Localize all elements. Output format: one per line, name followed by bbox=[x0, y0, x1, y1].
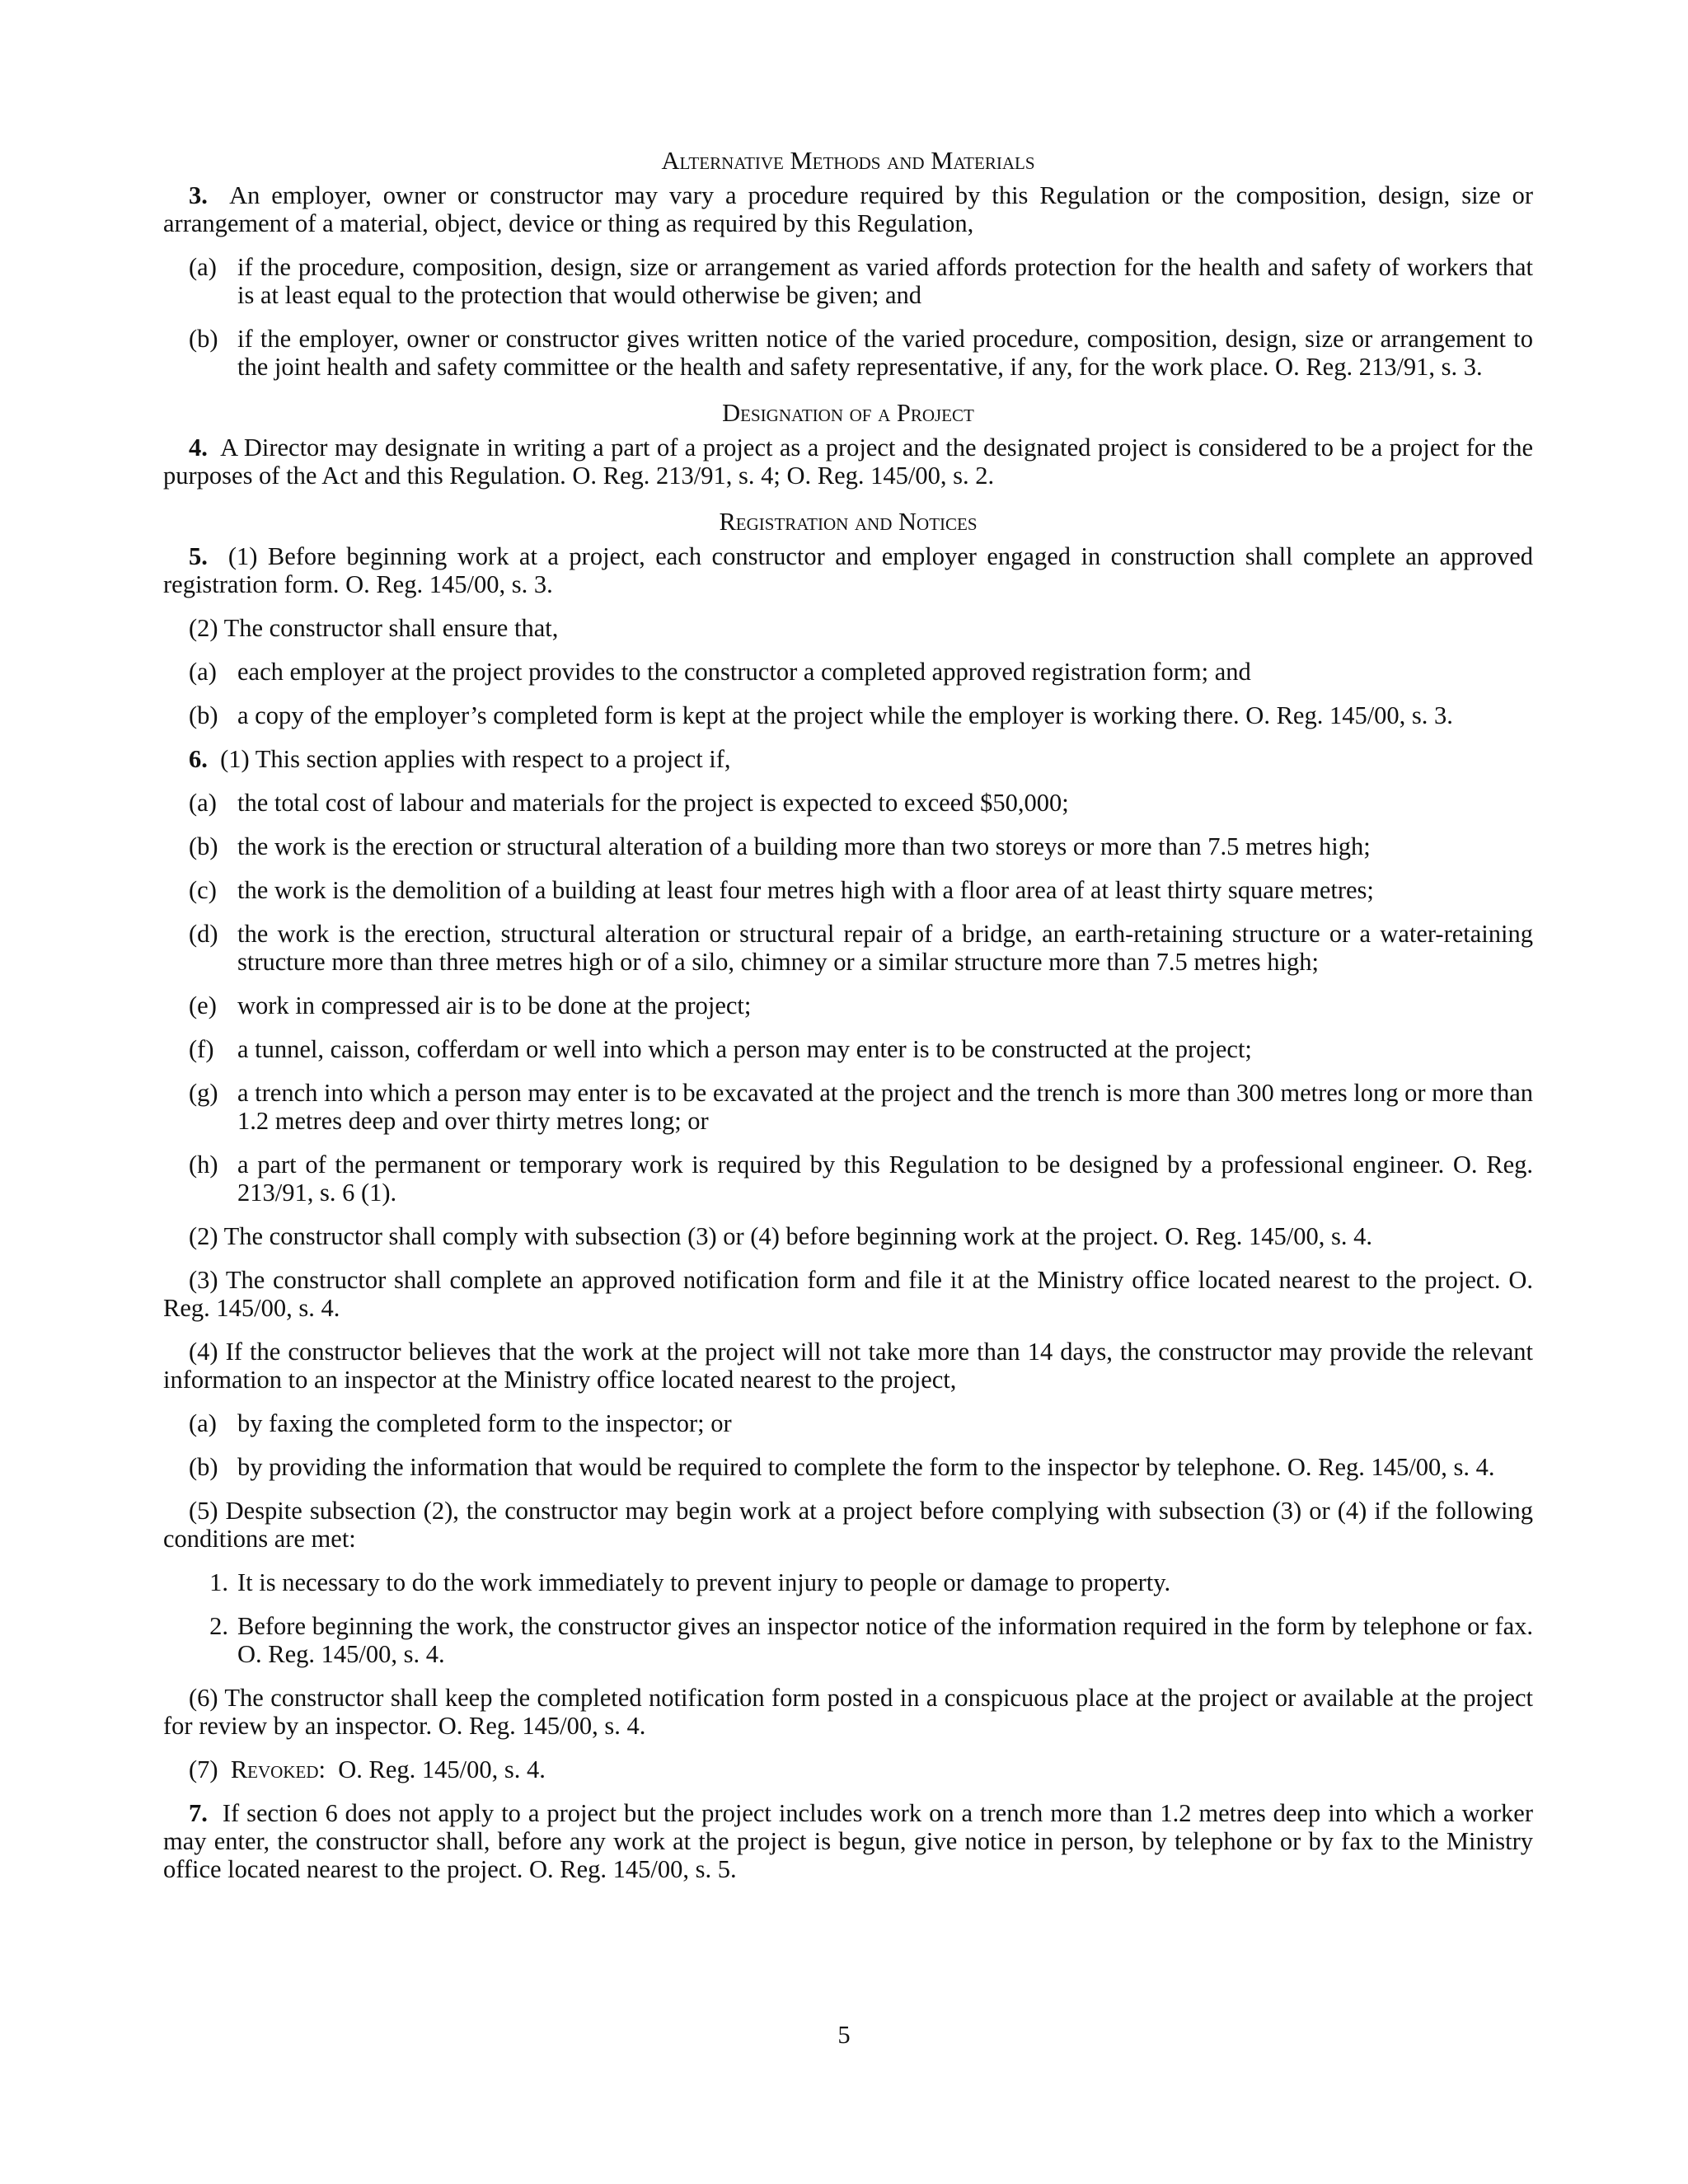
clause-text: the work is the erection, structural alteration or structural repair of a bridge, an earth-retaining structure or a water-retaining structure more than three metres high or of a silo, chimney or a similar structure more than 7.5 metres high; bbox=[237, 920, 1533, 976]
page-number: 5 bbox=[837, 2021, 851, 2049]
revoked-label: Revoked: bbox=[230, 1755, 326, 1783]
clause-label: (a) bbox=[189, 658, 217, 686]
clause-6g bbox=[163, 1079, 1533, 1135]
condition-1 bbox=[163, 1568, 1533, 1596]
section-text: (1) This section applies with respect to a project if, bbox=[220, 745, 731, 773]
section-3 bbox=[163, 181, 1533, 237]
section-6-1 bbox=[163, 745, 1533, 773]
condition-2 bbox=[163, 1612, 1533, 1668]
condition-text: Before beginning the work, the constructor gives an inspector notice of the information required in the form by telephone or fax. O. Reg. 145/00, s. 4. bbox=[237, 1612, 1533, 1668]
clause-text: a part of the permanent or temporary work is required by this Regulation to be designed by a professional engineer. O. Reg. 213/91, s. 6 (1). bbox=[237, 1151, 1533, 1207]
clause-label: (a) bbox=[189, 789, 217, 817]
section-6-7 bbox=[163, 1755, 1533, 1783]
clause-text: if the employer, owner or constructor gives written notice of the varied procedure, composition, design, size or arrangement to the joint health and safety committee or the health and safety representative, if any, for the work place. O. Reg. 213/91, s. 3. bbox=[237, 325, 1533, 381]
clause-label: (b) bbox=[189, 832, 218, 860]
clause-text: by providing the information that would be required to complete the form to the inspector by telephone. O. Reg. 145/00, s. 4. bbox=[237, 1453, 1495, 1481]
clause-6e bbox=[163, 991, 1533, 1019]
clause-text: by faxing the completed form to the inspector; or bbox=[237, 1409, 732, 1437]
clause-label: (a) bbox=[189, 253, 217, 281]
clause-label: (b) bbox=[189, 325, 218, 353]
clause-label: (g) bbox=[189, 1079, 218, 1107]
heading-registration: Registration and Notices bbox=[719, 508, 978, 536]
clause-6c bbox=[163, 876, 1533, 904]
section-6-2: (2) The constructor shall comply with subsection (3) or (4) before beginning work at the project. O. Reg. 145/00, s. 4. bbox=[189, 1222, 1373, 1250]
clause-text: a tunnel, caisson, cofferdam or well into which a person may enter is to be constructed at the project; bbox=[237, 1035, 1252, 1063]
clause-text: the work is the erection or structural alteration of a building more than two storeys or more than 7.5 metres high; bbox=[237, 832, 1371, 860]
clause-label: (a) bbox=[189, 1409, 217, 1437]
section-number: 7. bbox=[189, 1799, 208, 1827]
section-number: 6. bbox=[189, 745, 208, 773]
condition-text: It is necessary to do the work immediately to prevent injury to people or damage to property. bbox=[237, 1568, 1171, 1596]
section-6-4: (4) If the constructor believes that the work at the project will not take more than 14 days, the constructor may provide the relevant information to an inspector at the Ministry office located nearest to the project, bbox=[163, 1338, 1533, 1394]
clause-6-4a bbox=[163, 1409, 1533, 1437]
clause-text: if the procedure, composition, design, size or arrangement as varied affords protection for the health and safety of workers that is at least equal to the protection that would otherwise be given; and bbox=[237, 253, 1533, 309]
section-6-5: (5) Despite subsection (2), the constructor may begin work at a project before complying with subsection (3) or (4) if the following conditions are met: bbox=[163, 1497, 1533, 1553]
section-number: 5. bbox=[189, 542, 208, 570]
section-4 bbox=[163, 434, 1533, 490]
heading-alternative-methods: Alternative Methods and Materials bbox=[661, 147, 1035, 175]
section-text: (1) Before beginning work at a project, each constructor and employer engaged in construction shall complete an approved registration form. O. Reg. 145/00, s. 3. bbox=[163, 542, 1533, 598]
subsection-label: (7) bbox=[189, 1755, 218, 1783]
clause-6f bbox=[163, 1035, 1533, 1063]
clause-6-4b bbox=[163, 1453, 1533, 1481]
section-number: 4. bbox=[189, 434, 208, 462]
clause-3a bbox=[163, 253, 1533, 309]
clause-label: (d) bbox=[189, 920, 218, 948]
clause-text: a copy of the employer’s completed form is kept at the project while the employer is working there. O. Reg. 145/00, s. 3. bbox=[237, 701, 1453, 729]
clause-3b bbox=[163, 325, 1533, 381]
section-7 bbox=[163, 1799, 1533, 1883]
section-6-3: (3) The constructor shall complete an approved notification form and file it at the Ministry office located nearest to the project. O. Reg. 145/00, s. 4. bbox=[163, 1266, 1533, 1322]
clause-text: the total cost of labour and materials for the project is expected to exceed $50,000; bbox=[237, 789, 1069, 817]
section-text: A Director may designate in writing a part of a project as a project and the designated project is considered to be a project for the purposes of the Act and this Regulation. O. Reg. 213/91, s. 4; O. Reg. 145/00, s. 2. bbox=[163, 434, 1533, 490]
clause-label: (h) bbox=[189, 1151, 218, 1179]
clause-label: (f) bbox=[189, 1035, 214, 1063]
clause-text: work in compressed air is to be done at the project; bbox=[237, 991, 752, 1019]
clause-6b bbox=[163, 832, 1533, 860]
heading-designation: Designation of a Project bbox=[722, 399, 974, 427]
clause-text: each employer at the project provides to the constructor a completed approved registration form; and bbox=[237, 658, 1251, 686]
document-page bbox=[163, 147, 1533, 1883]
section-5-2: (2) The constructor shall ensure that, bbox=[189, 614, 559, 642]
clause-5b bbox=[163, 701, 1533, 729]
clause-6a bbox=[163, 789, 1533, 817]
clause-label: (b) bbox=[189, 1453, 218, 1481]
revoked-citation: O. Reg. 145/00, s. 4. bbox=[338, 1755, 546, 1783]
section-5-1 bbox=[163, 542, 1533, 598]
section-number: 3. bbox=[189, 181, 208, 209]
clause-text: the work is the demolition of a building at least four metres high with a floor area of at least thirty square metres; bbox=[237, 876, 1374, 904]
condition-label: 2. bbox=[209, 1612, 228, 1640]
clause-label: (b) bbox=[189, 701, 218, 729]
section-text: An employer, owner or constructor may vary a procedure required by this Regulation or the composition, design, size or arrangement of a material, object, device or thing as required by this Regulation, bbox=[163, 181, 1533, 237]
section-text: If section 6 does not apply to a project but the project includes work on a trench more than 1.2 metres deep into which a worker may enter, the constructor shall, before any work at the project is begun, give notice in person, by telephone or by fax to the Ministry office located nearest to the project. O. Reg. 145/00, s. 5. bbox=[163, 1799, 1533, 1883]
clause-6h bbox=[163, 1151, 1533, 1207]
condition-label: 1. bbox=[209, 1568, 228, 1596]
clause-label: (e) bbox=[189, 991, 217, 1019]
clause-6d bbox=[163, 920, 1533, 976]
clause-label: (c) bbox=[189, 876, 217, 904]
clause-text: a trench into which a person may enter is to be excavated at the project and the trench is more than 300 metres long or more than 1.2 metres deep and over thirty metres long; or bbox=[237, 1079, 1533, 1135]
section-6-6: (6) The constructor shall keep the completed notification form posted in a conspicuous place at the project or available at the project for review by an inspector. O. Reg. 145/00, s. 4. bbox=[163, 1684, 1533, 1740]
clause-5a bbox=[163, 658, 1533, 686]
